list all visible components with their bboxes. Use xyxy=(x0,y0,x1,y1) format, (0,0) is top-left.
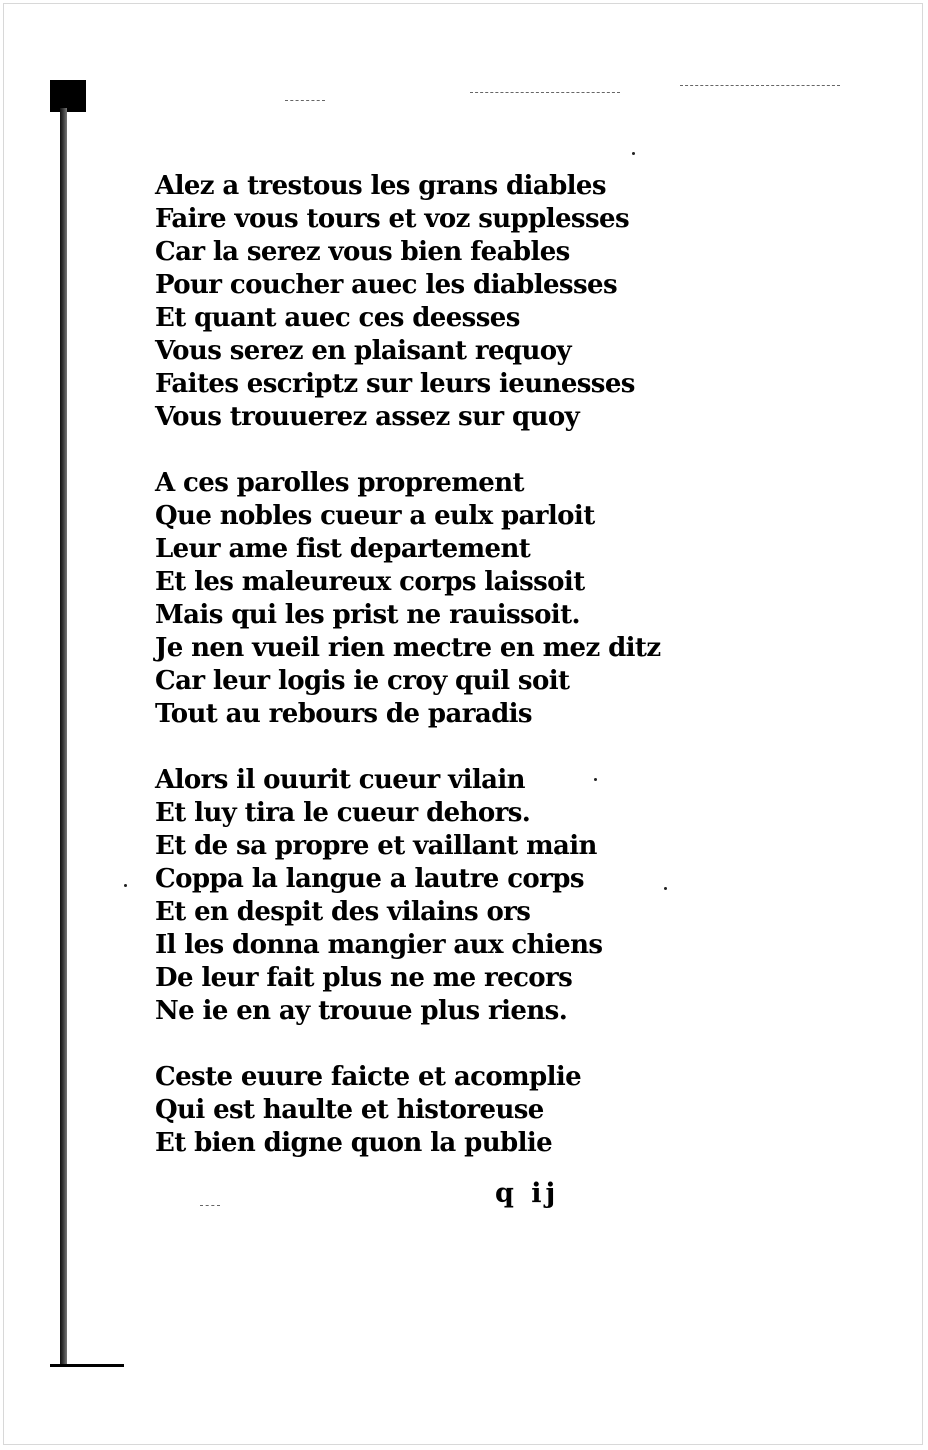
ink-speck xyxy=(664,887,667,890)
verse-line: Mais qui les prist ne rauissoit. xyxy=(155,600,580,630)
bottom-rule xyxy=(50,1364,124,1367)
gutter-shadow xyxy=(60,108,67,1366)
stanza xyxy=(155,467,661,731)
verse-line: Vous serez en plaisant requoy xyxy=(155,336,572,366)
scan-mark xyxy=(680,85,840,87)
poem-text xyxy=(155,170,661,1160)
verse-line: Vous trouuerez assez sur quoy xyxy=(155,402,580,432)
verse-line: Et les maleureux corps laissoit xyxy=(155,567,585,597)
verse-line: Je nen vueil rien mectre en mez ditz xyxy=(155,633,661,663)
signature-mark: q ij xyxy=(495,1178,560,1209)
verse-line: Alors il ouurit cueur vilain xyxy=(155,765,525,795)
verse-line: Ne ie en ay trouue plus riens. xyxy=(155,996,568,1026)
verse-line: Il les donna mangier aux chiens xyxy=(155,930,603,960)
verse-line: Que nobles cueur a eulx parloit xyxy=(155,501,595,531)
scan-mark xyxy=(285,100,325,102)
stanza xyxy=(155,764,635,1028)
verse-line: Et en despit des vilains ors xyxy=(155,897,531,927)
verse-line: Leur ame fist departement xyxy=(155,534,531,564)
scan-mark xyxy=(200,1205,220,1207)
stanza xyxy=(155,1061,635,1160)
verse-line: Et quant auec ces deesses xyxy=(155,303,520,333)
scan-mark xyxy=(470,92,620,94)
verse-line: Ceste euure faicte et acomplie xyxy=(155,1062,582,1092)
verse-line: Faites escriptz sur leurs ieunesses xyxy=(155,369,635,399)
stanza xyxy=(155,170,635,434)
verse-line: Et de sa propre et vaillant main xyxy=(155,831,597,861)
verse-line: Pour coucher auec les diablesses xyxy=(155,270,617,300)
verse-line: Coppa la langue a lautre corps xyxy=(155,864,584,894)
verse-line: Alez a trestous les grans diables xyxy=(155,171,606,201)
verse-line: Faire vous tours et voz supplesses xyxy=(155,204,629,234)
verse-line: Car leur logis ie croy quil soit xyxy=(155,666,570,696)
ink-speck xyxy=(632,152,635,155)
verse-line: Car la serez vous bien feables xyxy=(155,237,570,267)
verse-line: Qui est haulte et historeuse xyxy=(155,1095,544,1125)
verse-line: Tout au rebours de paradis xyxy=(155,699,532,729)
verse-line: De leur fait plus ne me recors xyxy=(155,963,573,993)
verse-line: Et luy tira le cueur dehors. xyxy=(155,798,531,828)
corner-ink-block xyxy=(50,80,86,112)
verse-line: A ces parolles proprement xyxy=(155,468,524,498)
verse-line: Et bien digne quon la publie xyxy=(155,1128,553,1158)
ink-speck xyxy=(124,884,127,887)
